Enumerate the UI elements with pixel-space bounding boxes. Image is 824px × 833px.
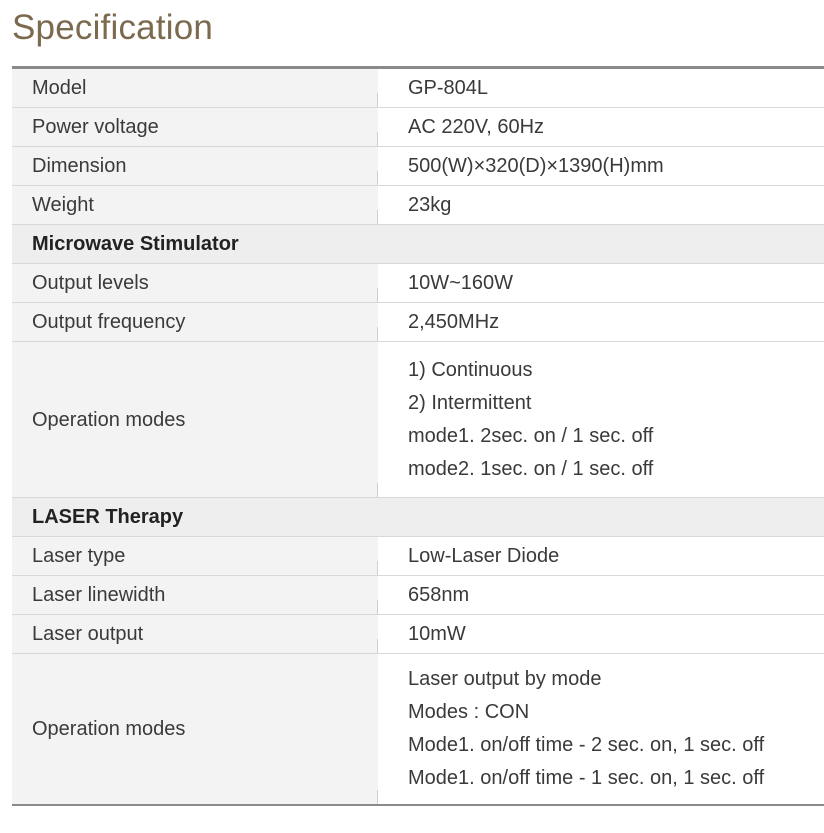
spec-row-weight (12, 186, 824, 225)
section-title: LASER Therapy (12, 498, 824, 537)
mode-line: mode2. 1sec. on / 1 sec. off (408, 457, 654, 480)
mode-line: 1) Continuous (408, 358, 533, 381)
spec-value: AC 220V, 60Hz (378, 108, 824, 147)
mode-line: Mode1. on/off time - 2 sec. on, 1 sec. off (408, 734, 765, 756)
spec-label: Output levels (12, 264, 378, 303)
mode-line: Laser output by mode (408, 668, 602, 690)
section-title: Microwave Stimulator (12, 225, 824, 264)
spec-value (378, 342, 824, 498)
spec-label: Laser output (12, 615, 378, 654)
spec-value: 500(W)×320(D)×1390(H)mm (378, 147, 824, 186)
spec-row-laser-type (12, 537, 824, 576)
spec-row-dimension (12, 147, 824, 186)
mode-line: 2) Intermittent (408, 391, 532, 414)
spec-label: Output frequency (12, 303, 378, 342)
spec-row-laser-linewidth (12, 576, 824, 615)
spec-row-laser-output (12, 615, 824, 654)
mode-line: Mode1. on/off time - 1 sec. on, 1 sec. off (408, 767, 765, 789)
spec-value: Low-Laser Diode (378, 537, 824, 576)
spec-table (12, 66, 824, 806)
spec-label: Laser linewidth (12, 576, 378, 615)
spec-value: 658nm (378, 576, 824, 615)
section-header-laser (12, 498, 824, 537)
spec-row-microwave-operation-modes (12, 342, 824, 498)
spec-value: 2,450MHz (378, 303, 824, 342)
spec-row-model (12, 68, 824, 108)
spec-row-power-voltage (12, 108, 824, 147)
spec-label: Model (12, 68, 378, 108)
spec-value: GP-804L (378, 68, 824, 108)
spec-label: Dimension (12, 147, 378, 186)
spec-row-laser-operation-modes (12, 654, 824, 806)
spec-label: Laser type (12, 537, 378, 576)
spec-row-output-levels (12, 264, 824, 303)
spec-label: Weight (12, 186, 378, 225)
spec-label: Operation modes (12, 342, 378, 498)
mode-line: mode1. 2sec. on / 1 sec. off (408, 424, 654, 447)
page-title: Specification (12, 8, 214, 47)
spec-value: 10mW (378, 615, 824, 654)
mode-line: Modes : CON (408, 701, 530, 723)
spec-row-output-frequency (12, 303, 824, 342)
spec-value (378, 654, 824, 806)
section-header-microwave (12, 225, 824, 264)
spec-label: Operation modes (12, 654, 378, 806)
spec-value: 23kg (378, 186, 824, 225)
spec-value: 10W~160W (378, 264, 824, 303)
spec-label: Power voltage (12, 108, 378, 147)
